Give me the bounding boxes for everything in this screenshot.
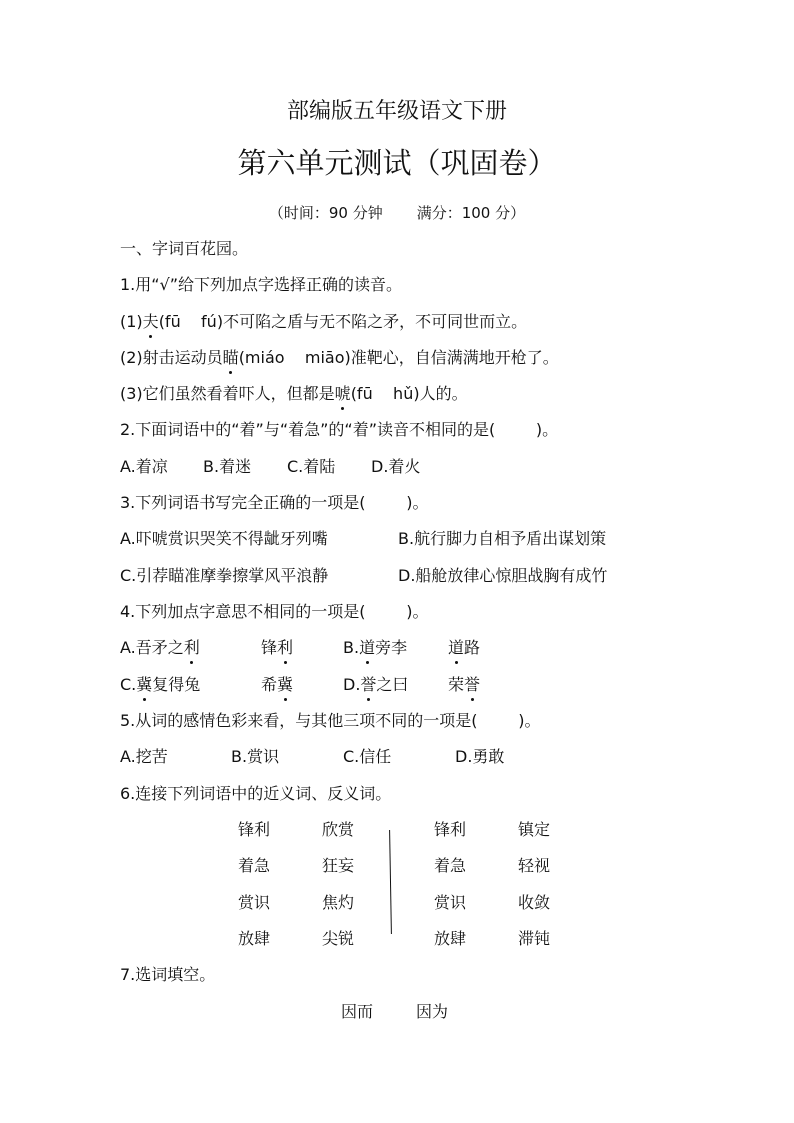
q4-option-b: B.道旁李 [343,638,408,657]
q6-word: 锋利 [434,820,467,839]
q6-word: 收敛 [518,893,551,912]
q3-option-c: C.引荐瞄准摩拳擦掌风平浪静 [120,566,329,585]
q2-option-a: A.着凉 [120,457,168,476]
page-title: 部编版五年级语文下册 [286,99,507,124]
q6-word: 镇定 [518,820,551,839]
q1-stem: 1.用“√”给下列加点字选择正确的读音。 [120,275,403,294]
q6-word: 放肆 [238,929,271,948]
q5-option-d: D.勇敢 [455,747,505,766]
q4-option-c-word: 希冀 [261,675,294,694]
q6-divider [389,830,392,934]
q4-stem: 4.下列加点字意思不相同的一项是( )。 [120,602,429,621]
q6-word: 尖锐 [322,929,355,948]
section-heading: 一、字词百花园。 [120,239,249,258]
q6-word: 锋利 [238,820,271,839]
q6-word: 滞钝 [518,929,551,948]
q6-word: 焦灼 [322,893,355,912]
q6-stem: 6.连接下列词语中的近义词、反义词。 [120,784,392,803]
q5-option-a: A.挖苦 [120,747,168,766]
q6-word: 赏识 [434,893,467,912]
q4-option-c: C.冀复得兔 [120,675,201,694]
q6-word: 欣赏 [322,820,355,839]
q5-option-b: B.赏识 [231,747,280,766]
q2-option-c: C.着陆 [287,457,336,476]
q4-option-d: D.誉之曰 [343,675,409,694]
exam-score: 满分：100 分） [416,204,526,222]
exam-info [0,202,794,224]
q7-choice-2: 因为 [416,1002,449,1021]
q1-item1: (1)夫(fū fú)不可陷之盾与无不陷之矛，不可同世而立。 [120,312,528,331]
q6-word: 赏识 [238,893,271,912]
q4-option-a: A.吾矛之利 [120,638,200,657]
q7-stem: 7.选词填空。 [120,965,216,984]
q3-stem: 3.下列词语书写完全正确的一项是( )。 [120,493,429,512]
q4-option-a-word: 锋利 [261,638,294,657]
q5-option-c: C.信任 [343,747,392,766]
q3-option-d: D.船舱放律心惊胆战胸有成竹 [398,566,608,585]
q3-option-b: B.航行脚力自相予盾出谋划策 [398,529,607,548]
q2-option-d: D.着火 [371,457,421,476]
q1-item3: (3)它们虽然看着吓人，但都是唬(fū hǔ)人的。 [120,384,468,403]
q2-stem: 2.下面词语中的“着”与“着急”的“着”读音不相同的是( )。 [120,420,559,439]
q6-word: 轻视 [518,856,551,875]
q1-item2: (2)射击运动员瞄(miáo miāo)准靶心，自信满满地开枪了。 [120,348,559,367]
exam-time: （时间：90 分钟 [268,204,383,222]
q7-choice-1: 因而 [341,1002,374,1021]
q6-word: 狂妄 [322,856,355,875]
q4-option-d-word: 荣誉 [448,675,481,694]
q6-word: 着急 [434,856,467,875]
q4-option-b-word: 道路 [448,638,481,657]
q6-word: 放肆 [434,929,467,948]
q3-option-a: A.吓唬赏识哭笑不得龇牙列嘴 [120,529,328,548]
q5-stem: 5.从词的感情色彩来看，与其他三项不同的一项是( )。 [120,711,541,730]
q2-option-b: B.着迷 [203,457,252,476]
page-subtitle: 第六单元测试（巩固卷） [237,146,557,180]
q6-word: 着急 [238,856,271,875]
